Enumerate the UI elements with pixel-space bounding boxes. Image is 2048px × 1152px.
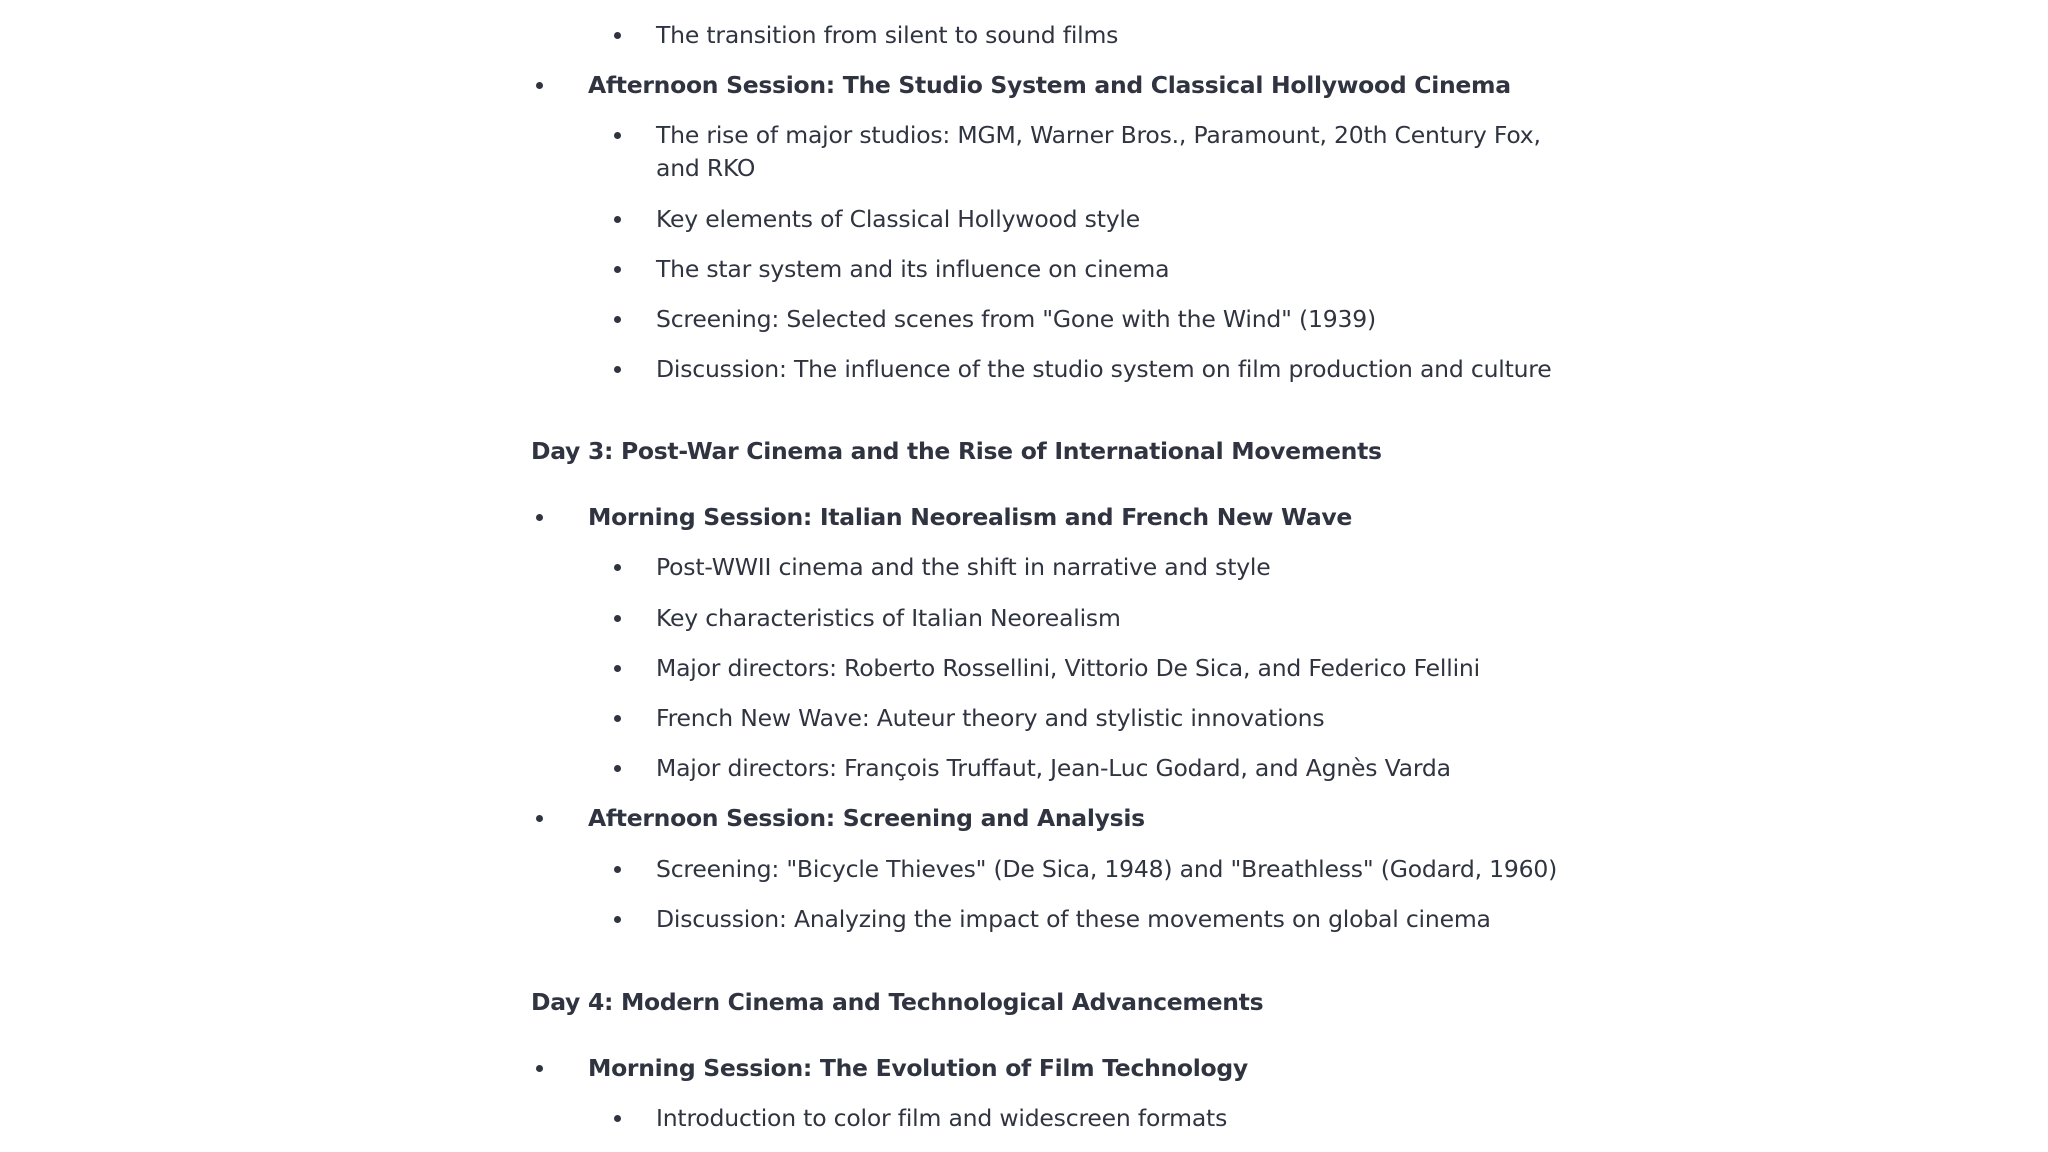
list-item: Key elements of Classical Hollywood style [656, 205, 1141, 233]
list-item: Screening: "Bicycle Thieves" (De Sica, 1948) and "Breathless" (Godard, 1960) [656, 855, 1558, 883]
sub-bullet-icon [614, 564, 621, 571]
main-bullet-icon [536, 82, 543, 89]
session-heading: Morning Session: The Evolution of Film Technology [588, 1054, 1248, 1082]
session-heading: Morning Session: Italian Neorealism and French New Wave [588, 503, 1353, 531]
list-item-continuation: and RKO [656, 154, 756, 182]
sub-bullet-icon [614, 765, 621, 772]
main-bullet-icon [536, 815, 543, 822]
day-heading: Day 4: Modern Cinema and Technological Advancements [531, 988, 1264, 1016]
list-item: Key characteristics of Italian Neorealism [656, 604, 1121, 632]
sub-bullet-icon [614, 366, 621, 373]
sub-bullet-icon [614, 216, 621, 223]
main-bullet-icon [536, 1065, 543, 1072]
list-item: Major directors: Roberto Rossellini, Vittorio De Sica, and Federico Fellini [656, 654, 1480, 682]
session-heading: Afternoon Session: Screening and Analysis [588, 804, 1145, 832]
sub-bullet-icon [614, 266, 621, 273]
list-item: Introduction to color film and widescreen formats [656, 1104, 1228, 1132]
list-item: The rise of major studios: MGM, Warner Bros., Paramount, 20th Century Fox, [656, 121, 1541, 149]
sub-bullet-icon [614, 316, 621, 323]
sub-bullet-icon [614, 715, 621, 722]
sub-bullet-icon [614, 132, 621, 139]
list-item: Post-WWII cinema and the shift in narrative and style [656, 553, 1271, 581]
list-item: The star system and its influence on cinema [656, 255, 1170, 283]
sub-bullet-icon [614, 32, 621, 39]
list-item: Screening: Selected scenes from "Gone with the Wind" (1939) [656, 305, 1376, 333]
sub-bullet-icon [614, 665, 621, 672]
list-item: Discussion: The influence of the studio system on film production and culture [656, 355, 1552, 383]
list-item: The transition from silent to sound films [656, 21, 1119, 49]
list-item: French New Wave: Auteur theory and stylistic innovations [656, 704, 1325, 732]
sub-bullet-icon [614, 916, 621, 923]
list-item: Discussion: Analyzing the impact of these movements on global cinema [656, 905, 1491, 933]
session-heading: Afternoon Session: The Studio System and Classical Hollywood Cinema [588, 71, 1511, 99]
sub-bullet-icon [614, 1115, 621, 1122]
sub-bullet-icon [614, 615, 621, 622]
list-item: Major directors: François Truffaut, Jean-Luc Godard, and Agnès Varda [656, 754, 1451, 782]
main-bullet-icon [536, 514, 543, 521]
sub-bullet-icon [614, 866, 621, 873]
day-heading: Day 3: Post-War Cinema and the Rise of International Movements [531, 437, 1382, 465]
